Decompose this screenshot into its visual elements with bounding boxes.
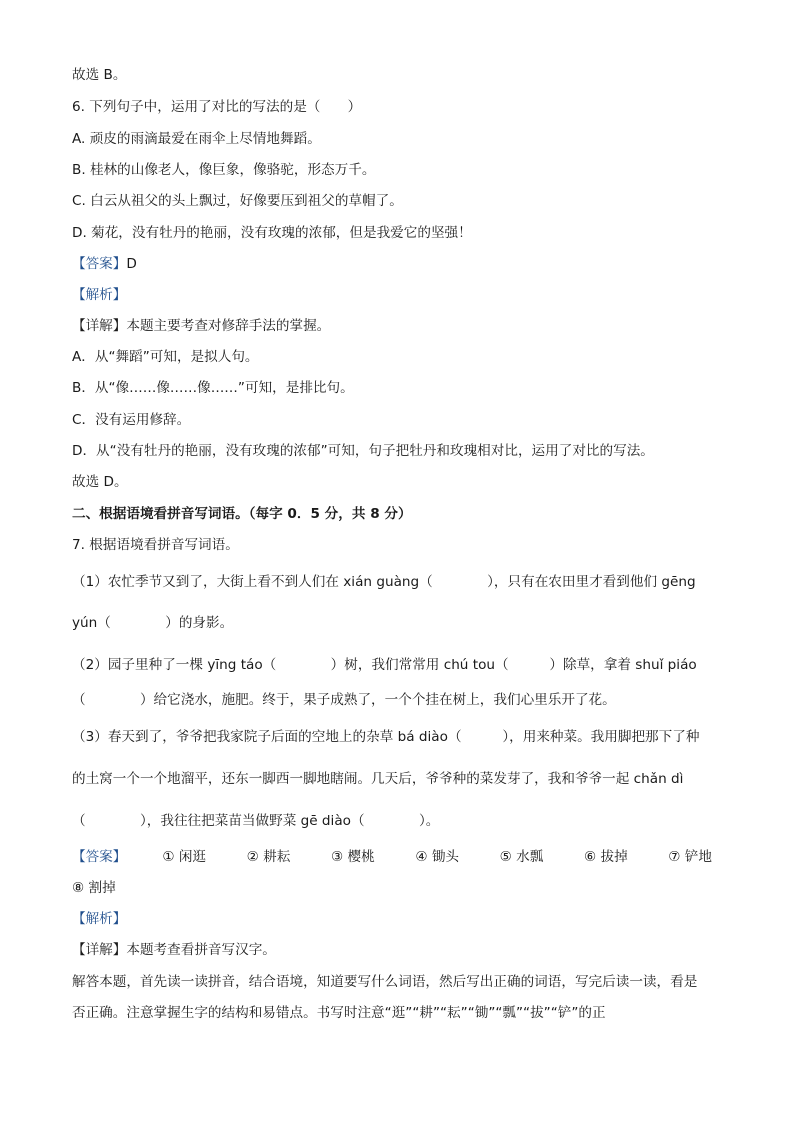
answer-item: ③ 樱桃 — [330, 849, 375, 865]
answer-item: ④ 锄头 — [415, 849, 460, 865]
detail-c: C．没有运用修辞。 — [72, 412, 191, 428]
answer-tag: 【答案】 — [72, 256, 127, 272]
answer-value: D — [126, 256, 137, 272]
analysis-tag: 【解析】 — [72, 287, 127, 303]
q7-part1-line2: yún（ ）的身影。 — [72, 615, 234, 631]
answer-item: ① 闲逛 — [162, 849, 207, 865]
conclusion-line-b: 故选 B。 — [72, 67, 127, 83]
detail-paragraph-line2: 否正确。注意掌握生字的结构和易错点。书写时注意“逛”“耕”“耘”“锄”“瓢”“拔”“铲”的正 — [72, 1005, 606, 1021]
answer-item: ⑦ 铲地 — [668, 849, 712, 865]
q7-part3-line3: （ ），我往往把菜苗当做野菜 gē diào（ ）。 — [72, 813, 440, 829]
answer-tag: 【答案】 — [72, 849, 127, 865]
option-d: D. 菊花，没有牡丹的艳丽，没有玫瑰的浓郁，但是我爱它的坚强！ — [72, 225, 472, 241]
answer-item-8: ⑧ 割掉 — [72, 880, 116, 896]
q7-part1-line1: （1）农忙季节又到了，大街上看不到人们在 xián guàng（ ），只有在农田里才看到他们 gēng — [72, 574, 696, 590]
question-6-stem: 6. 下列句子中，运用了对比的写法的是（ ） — [72, 99, 362, 115]
detail-d: D．从“没有牡丹的艳丽，没有玫瑰的浓郁”可知，句子把牡丹和玫瑰相对比，运用了对比的写法。 — [72, 443, 654, 459]
detail-b: B．从“像……像……像……”可知，是排比句。 — [72, 380, 354, 396]
question-7-stem: 7. 根据语境看拼音写词语。 — [72, 537, 239, 553]
option-c: C. 白云从祖父的头上飘过，好像要压到祖父的草帽了。 — [72, 193, 403, 209]
conclusion-line-d: 故选 D。 — [72, 474, 128, 490]
detail-a: A．从“舞蹈”可知，是拟人句。 — [72, 349, 259, 365]
answer-item: ⑤ 水瓢 — [499, 849, 544, 865]
section-two-heading: 二、根据语境看拼音写词语。（每字 0．5 分，共 8 分） — [72, 506, 412, 522]
q7-part2-line2: （ ）给它浇水，施肥。终于，果子成熟了，一个个挂在树上，我们心里乐开了花。 — [72, 692, 616, 708]
q7-part3-line1: （3）春天到了，爷爷把我家院子后面的空地上的杂草 bá diào（ ），用来种菜。我用脚把那下了种 — [72, 729, 700, 745]
detail-paragraph-line1: 解答本题，首先读一读拼音，结合语境，知道要写什么词语，然后写出正确的词语，写完后读一读，看是 — [72, 974, 698, 990]
answer-line-q6 — [72, 255, 137, 273]
detail-intro-q7: 【详解】本题考查看拼音写汉字。 — [72, 942, 276, 958]
answer-line-q7 — [72, 848, 712, 866]
analysis-tag: 【解析】 — [72, 911, 127, 927]
q7-part3-line2: 的土窝一个一个地溜平，还东一脚西一脚地瞎闹。几天后，爷爷种的菜发芽了，我和爷爷一起 chǎn dì — [72, 771, 684, 787]
answer-item: ⑥ 拔掉 — [583, 849, 628, 865]
option-b: B. 桂林的山像老人，像巨象，像骆驼，形态万千。 — [72, 162, 376, 178]
answer-item: ② 耕耘 — [246, 849, 291, 865]
option-a: A. 顽皮的雨滴最爱在雨伞上尽情地舞蹈。 — [72, 131, 321, 147]
detail-intro: 【详解】本题主要考查对修辞手法的掌握。 — [72, 318, 331, 334]
q7-part2-line1: （2）园子里种了一棵 yīng táo（ ）树，我们常常用 chú tou（ ）除草，拿着 shuǐ piáo — [72, 657, 697, 673]
